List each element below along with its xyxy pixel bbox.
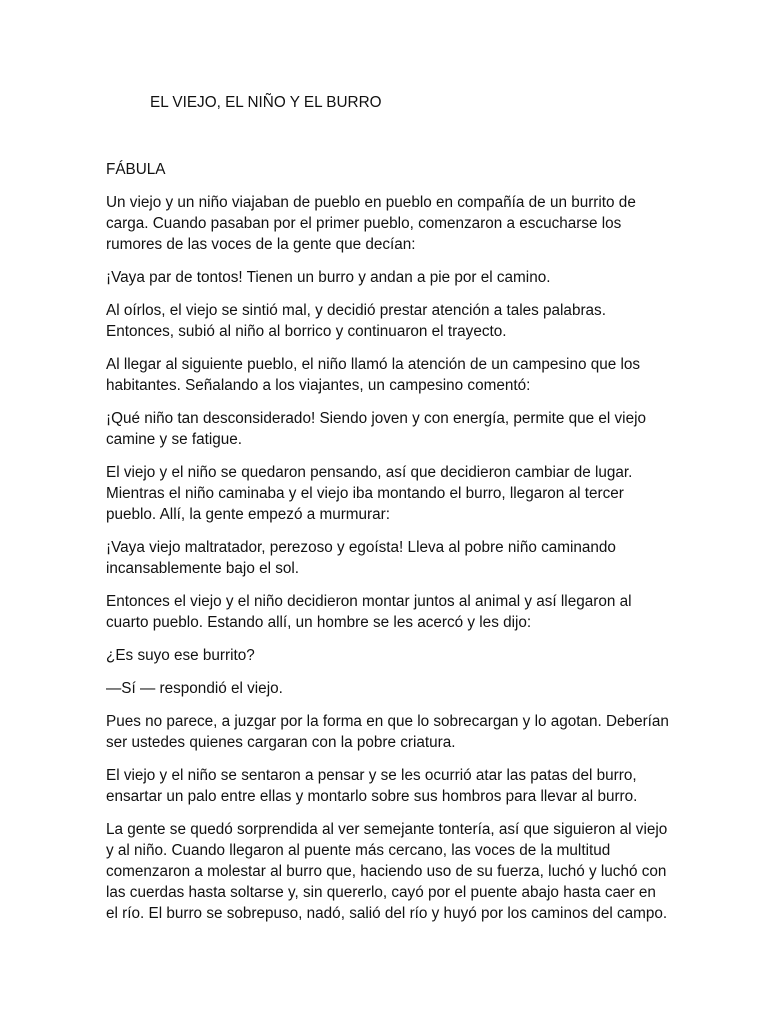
paragraph-line: ¡Vaya par de tontos! Tienen un burro y andan a pie por el camino. bbox=[106, 269, 551, 286]
paragraph-line: Entonces, subió al niño al borrico y continuaron el trayecto. bbox=[106, 323, 507, 340]
paragraph-line: —Sí — respondió el viejo. bbox=[106, 680, 283, 697]
paragraph bbox=[106, 300, 706, 342]
paragraph-line: Un viejo y un niño viajaban de pueblo en pueblo en compañía de un burrito de bbox=[106, 194, 636, 211]
paragraph-line: ¿Es suyo ese burrito? bbox=[106, 647, 255, 664]
document-title: EL VIEJO, EL NIÑO Y EL BURRO bbox=[150, 94, 382, 111]
paragraph bbox=[106, 192, 706, 255]
paragraph-line: habitantes. Señalando a los viajantes, un campesino comentó: bbox=[106, 377, 531, 394]
paragraph bbox=[106, 765, 706, 807]
paragraph-line: rumores de las voces de la gente que decían: bbox=[106, 236, 416, 253]
paragraph bbox=[106, 591, 706, 633]
paragraph-line: Pues no parece, a juzgar por la forma en que lo sobrecargan y lo agotan. Deberían bbox=[106, 713, 669, 730]
paragraph-line: El viejo y el niño se quedaron pensando, así que decidieron cambiar de lugar. bbox=[106, 464, 633, 481]
paragraph-line: carga. Cuando pasaban por el primer pueblo, comenzaron a escucharse los bbox=[106, 215, 622, 232]
paragraph-line: y al niño. Cuando llegaron al puente más cercano, las voces de la multitud bbox=[106, 842, 611, 859]
paragraph bbox=[106, 678, 706, 699]
paragraph-line: el río. El burro se sobrepuso, nadó, salió del río y huyó por los caminos del campo. bbox=[106, 905, 668, 922]
paragraph-line: las cuerdas hasta soltarse y, sin quererlo, cayó por el puente abajo hasta caer en bbox=[106, 884, 656, 901]
paragraph bbox=[106, 267, 706, 288]
section-heading: FÁBULA bbox=[106, 161, 166, 178]
paragraph bbox=[106, 462, 706, 525]
paragraph-line: camine y se fatigue. bbox=[106, 431, 243, 448]
paragraph-line: Entonces el viejo y el niño decidieron montar juntos al animal y así llegaron al bbox=[106, 593, 632, 610]
paragraph-line: ¡Qué niño tan desconsiderado! Siendo joven y con energía, permite que el viejo bbox=[106, 410, 646, 427]
paragraph-line: Al oírlos, el viejo se sintió mal, y decidió prestar atención a tales palabras. bbox=[106, 302, 606, 319]
paragraph bbox=[106, 537, 706, 579]
paragraph-line: comenzaron a molestar al burro que, haciendo uso de su fuerza, luchó y luchó con bbox=[106, 863, 667, 880]
paragraph bbox=[106, 711, 706, 753]
paragraph-line: ensartar un palo entre ellas y montarlo sobre sus hombros para llevar al burro. bbox=[106, 788, 638, 805]
paragraph-line: Al llegar al siguiente pueblo, el niño llamó la atención de un campesino que los bbox=[106, 356, 641, 373]
paragraph bbox=[106, 645, 706, 666]
paragraph-line: incansablemente bajo el sol. bbox=[106, 560, 300, 577]
paragraph-line: ¡Vaya viejo maltratador, perezoso y egoísta! Lleva al pobre niño caminando bbox=[106, 539, 616, 556]
paragraph bbox=[106, 408, 706, 450]
paragraph-line: ser ustedes quienes cargaran con la pobre criatura. bbox=[106, 734, 456, 751]
paragraph bbox=[106, 354, 706, 396]
document-body bbox=[106, 159, 706, 936]
paragraph-line: cuarto pueblo. Estando allí, un hombre se les acercó y les dijo: bbox=[106, 614, 532, 631]
paragraph-line: Mientras el niño caminaba y el viejo iba montando el burro, llegaron al tercer bbox=[106, 485, 624, 502]
paragraph-line: La gente se quedó sorprendida al ver semejante tontería, así que siguieron al viejo bbox=[106, 821, 668, 838]
paragraph-line: pueblo. Allí, la gente empezó a murmurar: bbox=[106, 506, 390, 523]
paragraph bbox=[106, 819, 706, 924]
paragraph-line: El viejo y el niño se sentaron a pensar y se les ocurrió atar las patas del burro, bbox=[106, 767, 637, 784]
